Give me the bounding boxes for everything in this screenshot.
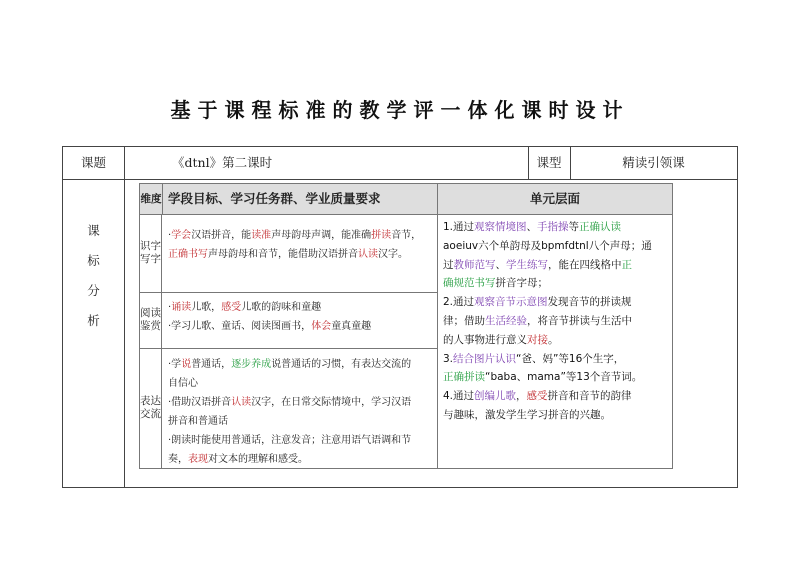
- unit-line: 正确拼读“baba、mama”等13个音节词。: [443, 371, 643, 384]
- goal-line: 奏，表现对文本的理解和感受。: [168, 454, 308, 465]
- topic-label: 课题: [63, 147, 125, 179]
- goal-line: ·学习儿歌、童话、阅读图画书，体会童真童趣: [168, 321, 372, 332]
- analysis-inner-table: [139, 183, 673, 469]
- dimension-literacy: 识字写字: [140, 214, 162, 292]
- goal-line: 自信心: [168, 378, 198, 389]
- inner-header-row: [140, 184, 672, 215]
- side-char: 标: [87, 253, 100, 268]
- side-char: 析: [87, 313, 100, 328]
- goal-reading: [162, 292, 438, 348]
- unit-line: 与趣味，激发学生学习拼音的兴趣。: [443, 408, 611, 421]
- curriculum-analysis-label: [63, 179, 125, 487]
- unit-line: 2.通过观察音节示意图发现音节的拼读规: [443, 296, 632, 309]
- goal-line: ·学说普通话，逐步养成说普通话的习惯，有表达交流的: [168, 359, 412, 370]
- unit-line: 3.结合图片认识“爸、妈”等16个生字，: [443, 352, 625, 365]
- unit-line: 过教师范写、学生练写，能在四线格中正: [443, 258, 632, 271]
- goal-line: ·诵读儿歌，感受儿歌的韵味和童趣: [168, 302, 322, 313]
- side-char: 课: [87, 223, 100, 238]
- page-title: 基于课程标准的教学评一体化课时设计: [170, 98, 630, 122]
- goal-literacy: [162, 214, 438, 292]
- unit-line: 确规范书写拼音字母；: [443, 277, 548, 290]
- lesson-type-label: 课型: [528, 147, 571, 179]
- unit-line: 律；借助生活经验，将音节拼读与生活中: [443, 314, 632, 327]
- side-char: 分: [87, 283, 100, 298]
- lesson-type-value: 精读引领课: [622, 155, 685, 170]
- goal-line: ·学会汉语拼音，能读准声母韵母声调，能准确拼读音节，: [168, 230, 422, 241]
- unit-line: 4.通过创编儿歌，感受拼音和音节的韵律: [443, 390, 632, 403]
- dimension-expression: 表达交流: [140, 348, 162, 468]
- header-row: [63, 147, 737, 180]
- goal-line: ·借助汉语拼音认读汉字，在日常交际情境中，学习汉语: [168, 397, 412, 408]
- goal-header: 学段目标、学习任务群、学业质量要求: [162, 184, 438, 214]
- unit-line: aoeiuv六个单韵母及bpmfdtnl八个声母；通: [443, 239, 652, 252]
- goal-line: 拼音和普通话: [168, 416, 228, 427]
- unit-level-header: 单元层面: [529, 191, 580, 206]
- goal-expression: [162, 348, 438, 468]
- unit-line: 1.通过观察情境图、手指操等正确认读: [443, 221, 622, 233]
- unit-line: 的人事物进行意义对接。: [443, 333, 559, 346]
- goal-line: 正确书写声母韵母和音节，能借助汉语拼音认读汉字。: [168, 249, 408, 260]
- topic-value: 《dtnl》第二课时: [124, 147, 529, 179]
- lesson-design-table: [62, 146, 738, 488]
- dimension-header: 维度: [140, 184, 163, 214]
- goal-line: ·朗读时能使用普通话，注意发音；注意用语气语调和节: [168, 435, 412, 446]
- dimension-reading: 阅读鉴赏: [140, 292, 162, 348]
- unit-level-content: [438, 214, 672, 468]
